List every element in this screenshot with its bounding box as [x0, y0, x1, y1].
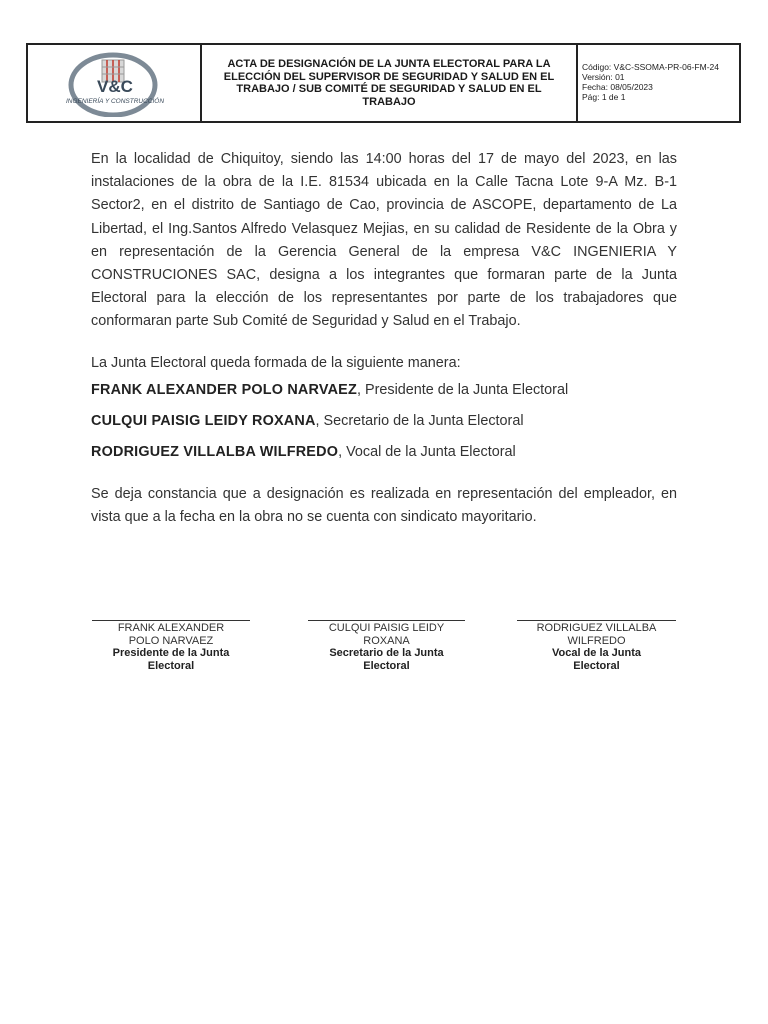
pagina: Pág: 1 de 1 [582, 92, 626, 102]
member-role: , Presidente de la Junta Electoral [356, 382, 569, 398]
logo-tagline: INGENIERÍA Y CONSTRUCCIÓN [65, 98, 165, 105]
signature-name: POLO NARVAEZ [128, 634, 214, 647]
paragraph-intro: En la localidad de Chiquitoy, siendo las 14:00 horas del 17 de mayo del 2023, en las instalaciones de la obra de la I.E. 81534 ubicada en la Calle Tacna Lote 9-A Mz. B-1 Sector2, en el distrito de Santiago de Cao, provincia de ASCOPE, departamento de La Libertad, el Ing.Santos Alfredo Velasquez Mejias, en su calidad de Residente de la Obra y en representación de la Gerencia General de la empresa V&C INGENIERIA Y CONSTRUCIONES SAC, designa a los integrantes que formaran parte de la Junta Electoral para la elección de los representantes por parte de los trabajadores que conformaran parte Sub Comité de Seguridad y Salud en el Trabajo. [91, 151, 677, 330]
signature-role: Secretario de la Junta [329, 647, 444, 659]
document-header [26, 43, 741, 123]
version: Versión: 01 [582, 72, 625, 82]
document-metadata [578, 45, 739, 121]
codigo: Código: V&C-SSOMA-PR-06-FM-24 [582, 62, 719, 72]
member-president [91, 382, 568, 398]
fecha: Fecha: 08/05/2023 [582, 82, 653, 92]
signature-president [92, 620, 250, 672]
logo-brand: V&C [97, 77, 133, 96]
signature-role: Electoral [147, 659, 195, 672]
signature-line [517, 620, 676, 621]
signature-role: Electoral [363, 659, 410, 672]
member-name: CULQUI PAISIG LEIDY ROXANA [91, 413, 316, 429]
signature-line [92, 620, 250, 621]
member-vocal [91, 444, 516, 460]
signature-name: CULQUI PAISIG LEIDY [328, 622, 445, 634]
member-role: , Secretario de la Junta Electoral [315, 413, 524, 429]
signature-name: ROXANA [363, 634, 410, 647]
member-name: FRANK ALEXANDER POLO NARVAEZ [91, 382, 357, 398]
signature-role: Presidente de la Junta [112, 647, 230, 659]
signature-role: Vocal de la Junta [551, 647, 642, 659]
company-logo [28, 45, 202, 121]
member-role: , Vocal de la Junta Electoral [338, 444, 516, 460]
signature-vocal [517, 620, 676, 672]
paragraph-formation: La Junta Electoral queda formada de la siguiente manera: [91, 355, 461, 371]
signature-line [308, 620, 465, 621]
paragraph-closing: Se deja constancia que a designación es realizada en representación del empleador, en vista que a la fecha en la obra no se cuenta con sindicato mayoritario. [91, 486, 677, 526]
signature-name: WILFREDO [567, 634, 626, 647]
signature-name: RODRIGUEZ VILLALBA [536, 622, 657, 634]
signature-secretary [308, 620, 465, 672]
signature-role: Electoral [573, 659, 620, 672]
document-title: ACTA DE DESIGNACIÓN DE LA JUNTA ELECTORAL PARA LA ELECCIÓN DEL SUPERVISOR DE SEGURIDAD Y SALUD EN EL TRABAJO / SUB COMITÉ DE SEGURIDAD Y SALUD EN EL TRABAJO [202, 45, 578, 121]
member-secretary [91, 413, 524, 429]
member-name: RODRIGUEZ VILLALBA WILFREDO [91, 444, 339, 460]
signature-name: FRANK ALEXANDER [117, 622, 225, 634]
